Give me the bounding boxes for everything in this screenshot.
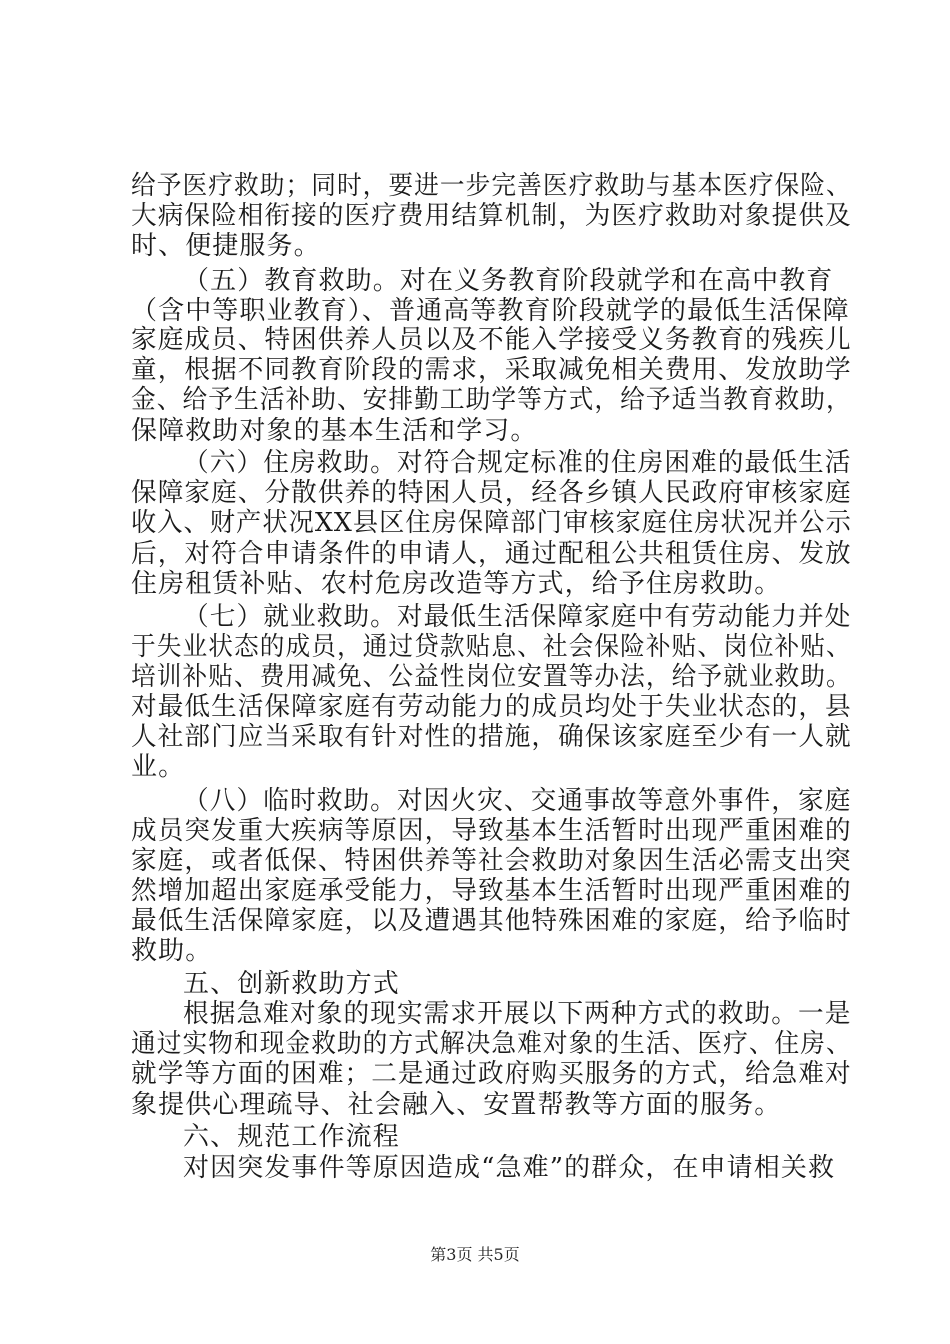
- text-line: 对因突发事件等原因造成“急难”的群众，在申请相关救: [183, 1153, 836, 1183]
- text-line: 保障救助对象的基本生活和学习。: [131, 416, 538, 446]
- text-line: 通过实物和现金救助的方式解决急难对象的生活、医疗、住房、: [131, 1029, 852, 1059]
- text-line: 金、给予生活补助、安排勤工助学等方式，给予适当教育救助，: [131, 385, 852, 415]
- text-line: 后，对符合申请条件的申请人，通过配租公共租赁住房、发放: [131, 539, 852, 569]
- page-footer: 第3页 共5页: [430, 1245, 520, 1264]
- text-line: 给予医疗救助；同时，要进一步完善医疗救助与基本医疗保险、: [131, 171, 852, 201]
- text-line: 保障家庭、分散供养的特困人员，经各乡镇人民政府审核家庭: [131, 478, 852, 508]
- text-line: 然增加超出家庭承受能力，导致基本生活暂时出现严重困难的: [131, 876, 852, 906]
- text-line: （八）临时救助。对因火灾、交通事故等意外事件，家庭: [183, 786, 852, 816]
- text-line: 五、创新救助方式: [183, 969, 400, 999]
- text-line: 收入、财产状况XX县区住房保障部门审核家庭住房状况并公示: [131, 508, 852, 538]
- text-line: 时、便捷服务。: [131, 231, 321, 261]
- text-line: 家庭，或者低保、特困供养等社会救助对象因生活必需支出突: [131, 846, 852, 876]
- text-line: （七）就业救助。对最低生活保障家庭中有劳动能力并处: [183, 602, 852, 632]
- text-line: 救助。: [131, 936, 213, 966]
- text-line: 对最低生活保障家庭有劳动能力的成员均处于失业状态的，县: [131, 692, 852, 722]
- text-line: 成员突发重大疾病等原因，导致基本生活暂时出现严重困难的: [131, 816, 852, 846]
- text-line: 培训补贴、费用减免、公益性岗位安置等办法，给予就业救助。: [131, 662, 852, 692]
- text-line: 于失业状态的成员，通过贷款贴息、社会保险补贴、岗位补贴、: [131, 632, 852, 662]
- text-line: 根据急难对象的现实需求开展以下两种方式的救助。一是: [183, 999, 852, 1029]
- text-line: 大病保险相衔接的医疗费用结算机制，为医疗救助对象提供及: [131, 201, 852, 231]
- text-line: 就学等方面的困难；二是通过政府购买服务的方式，给急难对: [131, 1059, 852, 1089]
- text-line: （六）住房救助。对符合规定标准的住房困难的最低生活: [183, 448, 852, 478]
- text-line: 住房租赁补贴、农村危房改造等方式，给予住房救助。: [131, 569, 782, 599]
- text-line: （含中等职业教育）、普通高等教育阶段就学的最低生活保障: [131, 296, 850, 326]
- text-line: 六、规范工作流程: [183, 1122, 400, 1152]
- text-line: 人社部门应当采取有针对性的措施，确保该家庭至少有一人就: [131, 722, 852, 752]
- text-line: 童，根据不同教育阶段的需求，采取减免相关费用、发放助学: [131, 355, 852, 385]
- text-line: 家庭成员、特困供养人员以及不能入学接受义务教育的残疾儿: [131, 325, 852, 355]
- text-line: 业。: [131, 752, 186, 782]
- text-line: 象提供心理疏导、社会融入、安置帮教等方面的服务。: [131, 1090, 782, 1120]
- text-line: 最低生活保障家庭，以及遭遇其他特殊困难的家庭，给予临时: [131, 906, 852, 936]
- text-line: （五）教育救助。对在义务教育阶段就学和在高中教育: [183, 266, 834, 296]
